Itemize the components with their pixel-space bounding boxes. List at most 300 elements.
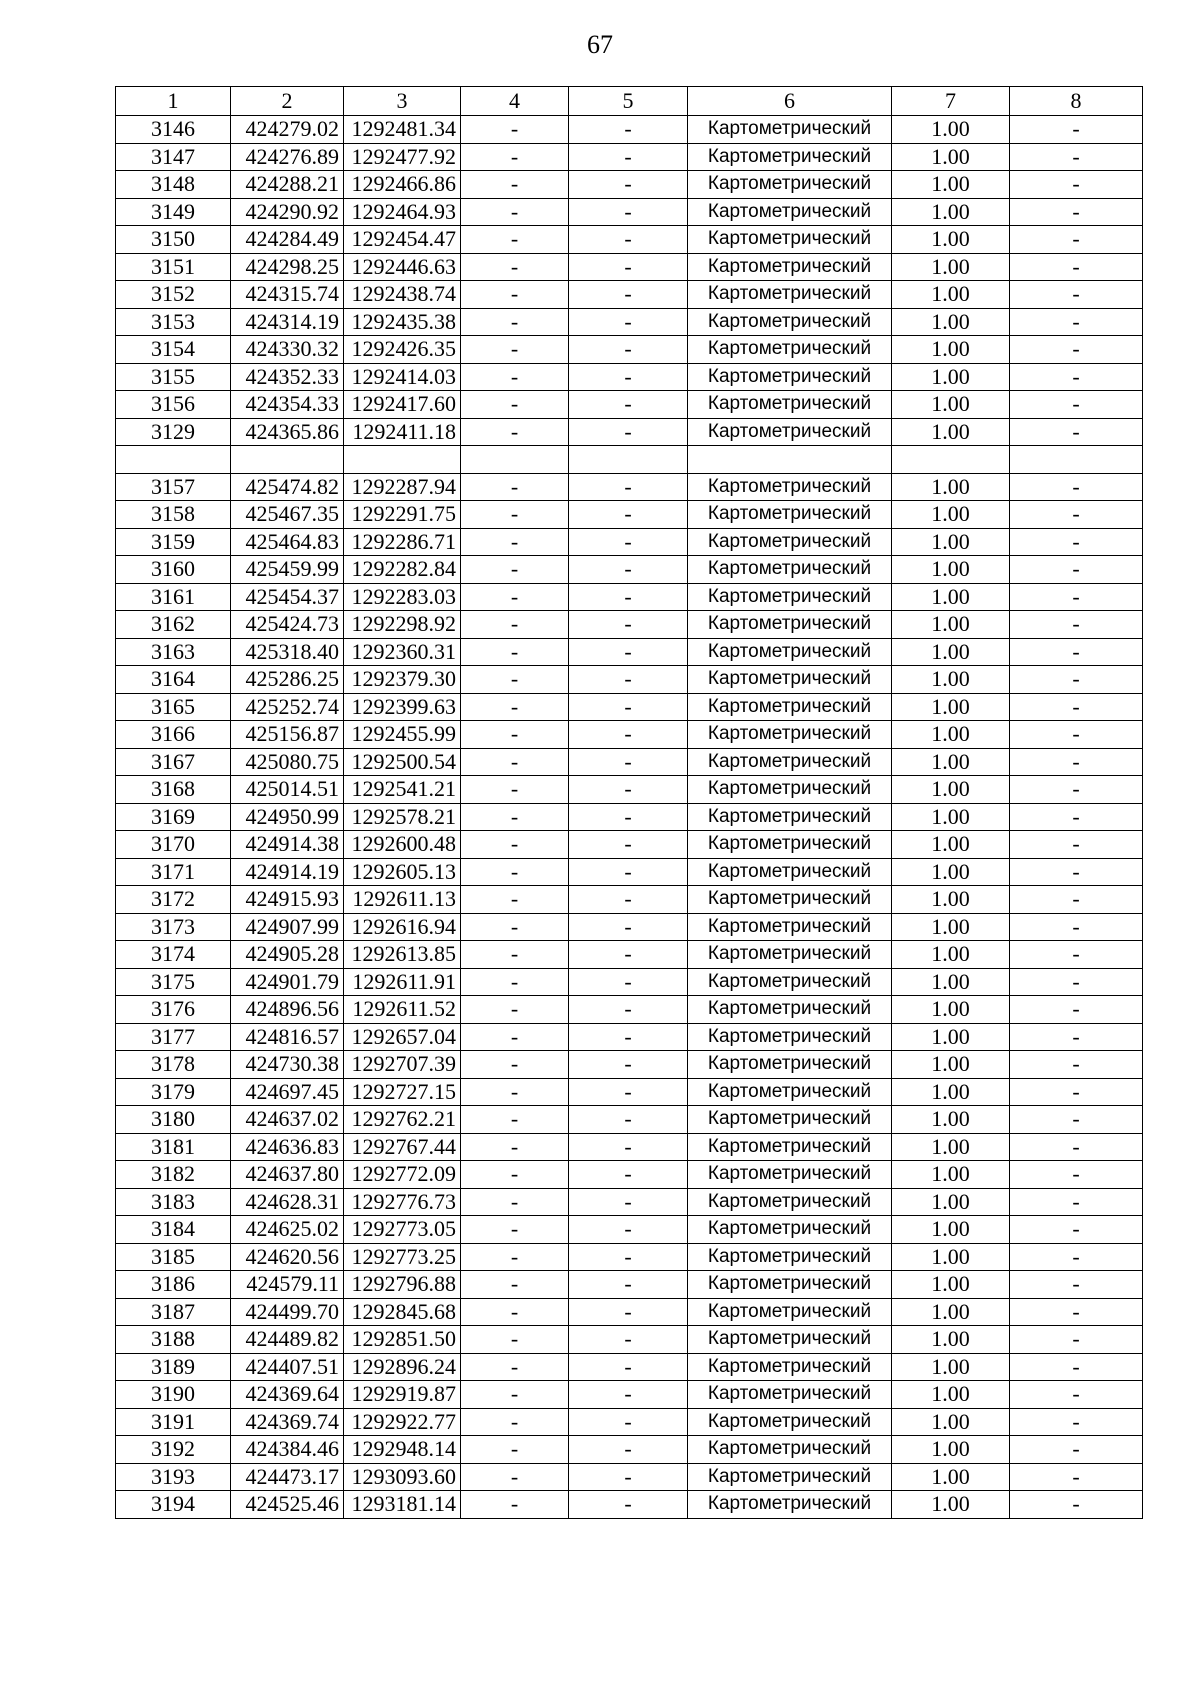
col4-cell: - — [461, 1216, 569, 1244]
x-coordinate-cell: 424276.89 — [231, 143, 344, 171]
x-coordinate-cell: 424905.28 — [231, 941, 344, 969]
col8-cell: - — [1010, 391, 1143, 419]
method-cell: Картометрический — [688, 666, 892, 694]
col5-cell: - — [569, 831, 688, 859]
col5-cell: - — [569, 198, 688, 226]
method-cell: Картометрический — [688, 226, 892, 254]
col5-cell: - — [569, 391, 688, 419]
y-coordinate-cell: 1292464.93 — [344, 198, 461, 226]
x-coordinate-cell: 424369.74 — [231, 1408, 344, 1436]
x-coordinate-cell: 424407.51 — [231, 1353, 344, 1381]
x-coordinate-cell: 424636.83 — [231, 1133, 344, 1161]
col5-cell: - — [569, 1271, 688, 1299]
x-coordinate-cell: 424284.49 — [231, 226, 344, 254]
y-coordinate-cell: 1292600.48 — [344, 831, 461, 859]
col8-cell — [1010, 446, 1143, 474]
method-cell: Картометрический — [688, 1271, 892, 1299]
col5-cell: - — [569, 1161, 688, 1189]
point-number-cell: 3165 — [116, 693, 231, 721]
accuracy-cell: 1.00 — [892, 721, 1010, 749]
accuracy-cell: 1.00 — [892, 941, 1010, 969]
col5-cell: - — [569, 1436, 688, 1464]
table-row — [116, 391, 1143, 419]
table-row — [116, 253, 1143, 281]
col8-cell: - — [1010, 281, 1143, 309]
y-coordinate-cell: 1292767.44 — [344, 1133, 461, 1161]
point-number-cell: 3171 — [116, 858, 231, 886]
col5-cell: - — [569, 501, 688, 529]
accuracy-cell: 1.00 — [892, 556, 1010, 584]
x-coordinate-cell: 424914.19 — [231, 858, 344, 886]
table-row — [116, 1463, 1143, 1491]
point-number-cell: 3151 — [116, 253, 231, 281]
method-cell: Картометрический — [688, 253, 892, 281]
method-cell: Картометрический — [688, 886, 892, 914]
accuracy-cell: 1.00 — [892, 1408, 1010, 1436]
accuracy-cell: 1.00 — [892, 336, 1010, 364]
y-coordinate-cell: 1292291.75 — [344, 501, 461, 529]
accuracy-cell: 1.00 — [892, 1188, 1010, 1216]
x-coordinate-cell: 424896.56 — [231, 996, 344, 1024]
table-row — [116, 803, 1143, 831]
col8-cell: - — [1010, 583, 1143, 611]
point-number-cell: 3192 — [116, 1436, 231, 1464]
x-coordinate-cell: 425459.99 — [231, 556, 344, 584]
col5-cell: - — [569, 611, 688, 639]
method-cell: Картометрический — [688, 308, 892, 336]
method-cell: Картометрический — [688, 831, 892, 859]
accuracy-cell: 1.00 — [892, 116, 1010, 144]
method-cell: Картометрический — [688, 913, 892, 941]
col4-cell: - — [461, 116, 569, 144]
col4-cell: - — [461, 281, 569, 309]
method-cell: Картометрический — [688, 501, 892, 529]
accuracy-cell: 1.00 — [892, 281, 1010, 309]
accuracy-cell: 1.00 — [892, 858, 1010, 886]
point-number-cell: 3194 — [116, 1491, 231, 1519]
col5-cell: - — [569, 1298, 688, 1326]
table-row — [116, 336, 1143, 364]
y-coordinate-cell: 1292446.63 — [344, 253, 461, 281]
column-header: 1 — [116, 87, 231, 116]
table-row — [116, 198, 1143, 226]
point-number-cell: 3160 — [116, 556, 231, 584]
table-row — [116, 1078, 1143, 1106]
col8-cell: - — [1010, 693, 1143, 721]
col8-cell: - — [1010, 1133, 1143, 1161]
accuracy-cell: 1.00 — [892, 913, 1010, 941]
col8-cell: - — [1010, 858, 1143, 886]
y-coordinate-cell: 1292613.85 — [344, 941, 461, 969]
col5-cell: - — [569, 886, 688, 914]
method-cell: Картометрический — [688, 638, 892, 666]
x-coordinate-cell: 424288.21 — [231, 171, 344, 199]
method-cell: Картометрический — [688, 1381, 892, 1409]
y-coordinate-cell: 1292796.88 — [344, 1271, 461, 1299]
col4-cell: - — [461, 886, 569, 914]
col4-cell: - — [461, 143, 569, 171]
method-cell: Картометрический — [688, 116, 892, 144]
accuracy-cell: 1.00 — [892, 1271, 1010, 1299]
coordinates-table — [115, 86, 1143, 1519]
col8-cell: - — [1010, 1491, 1143, 1519]
x-coordinate-cell: 424914.38 — [231, 831, 344, 859]
col5-cell: - — [569, 1133, 688, 1161]
col5-cell: - — [569, 1408, 688, 1436]
col8-cell: - — [1010, 996, 1143, 1024]
y-coordinate-cell: 1292896.24 — [344, 1353, 461, 1381]
table-row — [116, 693, 1143, 721]
col5-cell: - — [569, 1243, 688, 1271]
table-row — [116, 308, 1143, 336]
col4-cell: - — [461, 583, 569, 611]
col4-cell: - — [461, 721, 569, 749]
accuracy-cell: 1.00 — [892, 418, 1010, 446]
header-row — [116, 87, 1143, 116]
table-row — [116, 1106, 1143, 1134]
table-row — [116, 116, 1143, 144]
table-row — [116, 1353, 1143, 1381]
col8-cell: - — [1010, 473, 1143, 501]
method-cell: Картометрический — [688, 556, 892, 584]
y-coordinate-cell: 1292417.60 — [344, 391, 461, 419]
table-row — [116, 583, 1143, 611]
point-number-cell: 3189 — [116, 1353, 231, 1381]
accuracy-cell: 1.00 — [892, 528, 1010, 556]
accuracy-cell: 1.00 — [892, 253, 1010, 281]
point-number-cell: 3166 — [116, 721, 231, 749]
x-coordinate-cell: 425464.83 — [231, 528, 344, 556]
accuracy-cell: 1.00 — [892, 1436, 1010, 1464]
y-coordinate-cell: 1292922.77 — [344, 1408, 461, 1436]
col4-cell: - — [461, 1078, 569, 1106]
col4-cell: - — [461, 1436, 569, 1464]
accuracy-cell: 1.00 — [892, 473, 1010, 501]
col4-cell: - — [461, 941, 569, 969]
accuracy-cell: 1.00 — [892, 1243, 1010, 1271]
x-coordinate-cell: 424489.82 — [231, 1326, 344, 1354]
col4-cell: - — [461, 1298, 569, 1326]
point-number-cell: 3174 — [116, 941, 231, 969]
col5-cell: - — [569, 1463, 688, 1491]
col5-cell: - — [569, 913, 688, 941]
col4-cell: - — [461, 473, 569, 501]
accuracy-cell: 1.00 — [892, 198, 1010, 226]
col5-cell: - — [569, 1106, 688, 1134]
accuracy-cell: 1.00 — [892, 1133, 1010, 1161]
col4-cell: - — [461, 253, 569, 281]
col8-cell: - — [1010, 556, 1143, 584]
y-coordinate-cell: 1292454.47 — [344, 226, 461, 254]
col8-cell: - — [1010, 1353, 1143, 1381]
col4-cell: - — [461, 1463, 569, 1491]
y-coordinate-cell: 1292773.05 — [344, 1216, 461, 1244]
col4-cell: - — [461, 501, 569, 529]
col8-cell: - — [1010, 1326, 1143, 1354]
accuracy-cell: 1.00 — [892, 831, 1010, 859]
y-coordinate-cell: 1292481.34 — [344, 116, 461, 144]
col4-cell: - — [461, 1023, 569, 1051]
table-row — [116, 831, 1143, 859]
y-coordinate-cell: 1292500.54 — [344, 748, 461, 776]
col8-cell: - — [1010, 308, 1143, 336]
y-coordinate-cell: 1292438.74 — [344, 281, 461, 309]
col5-cell: - — [569, 666, 688, 694]
accuracy-cell: 1.00 — [892, 308, 1010, 336]
col4-cell: - — [461, 776, 569, 804]
point-number-cell: 3147 — [116, 143, 231, 171]
point-number-cell: 3152 — [116, 281, 231, 309]
accuracy-cell: 1.00 — [892, 1463, 1010, 1491]
table-body — [116, 87, 1143, 1519]
col5-cell: - — [569, 968, 688, 996]
table-row — [116, 1023, 1143, 1051]
point-number-cell: 3179 — [116, 1078, 231, 1106]
col8-cell: - — [1010, 1216, 1143, 1244]
method-cell: Картометрический — [688, 693, 892, 721]
point-number-cell: 3170 — [116, 831, 231, 859]
point-number-cell: 3157 — [116, 473, 231, 501]
col4-cell: - — [461, 1106, 569, 1134]
point-number-cell: 3156 — [116, 391, 231, 419]
point-number-cell: 3168 — [116, 776, 231, 804]
x-coordinate-cell: 425424.73 — [231, 611, 344, 639]
col5-cell: - — [569, 418, 688, 446]
point-number-cell: 3169 — [116, 803, 231, 831]
y-coordinate-cell: 1292286.71 — [344, 528, 461, 556]
accuracy-cell: 1.00 — [892, 666, 1010, 694]
col4-cell: - — [461, 198, 569, 226]
method-cell: Картометрический — [688, 171, 892, 199]
table-row — [116, 1243, 1143, 1271]
col4-cell: - — [461, 1133, 569, 1161]
method-cell: Картометрический — [688, 803, 892, 831]
col5-cell: - — [569, 748, 688, 776]
table-row — [116, 1491, 1143, 1519]
point-number-cell: 3177 — [116, 1023, 231, 1051]
accuracy-cell: 1.00 — [892, 1326, 1010, 1354]
x-coordinate-cell: 424290.92 — [231, 198, 344, 226]
col8-cell: - — [1010, 1298, 1143, 1326]
col8-cell: - — [1010, 528, 1143, 556]
method-cell: Картометрический — [688, 1188, 892, 1216]
col5-cell: - — [569, 583, 688, 611]
method-cell: Картометрический — [688, 1463, 892, 1491]
method-cell: Картометрический — [688, 1023, 892, 1051]
method-cell: Картометрический — [688, 583, 892, 611]
x-coordinate-cell: 424637.80 — [231, 1161, 344, 1189]
method-cell: Картометрический — [688, 941, 892, 969]
x-coordinate-cell: 424473.17 — [231, 1463, 344, 1491]
col4-cell: - — [461, 748, 569, 776]
col5-cell: - — [569, 1078, 688, 1106]
point-number-cell: 3172 — [116, 886, 231, 914]
accuracy-cell: 1.00 — [892, 363, 1010, 391]
x-coordinate-cell: 424314.19 — [231, 308, 344, 336]
x-coordinate-cell: 424354.33 — [231, 391, 344, 419]
point-number-cell: 3191 — [116, 1408, 231, 1436]
col5-cell: - — [569, 1353, 688, 1381]
method-cell: Картометрический — [688, 968, 892, 996]
point-number-cell: 3180 — [116, 1106, 231, 1134]
table-row — [116, 638, 1143, 666]
method-cell: Картометрический — [688, 363, 892, 391]
y-coordinate-cell: 1292611.52 — [344, 996, 461, 1024]
point-number-cell: 3162 — [116, 611, 231, 639]
table-row — [116, 913, 1143, 941]
x-coordinate-cell: 424620.56 — [231, 1243, 344, 1271]
y-coordinate-cell: 1292477.92 — [344, 143, 461, 171]
point-number-cell: 3190 — [116, 1381, 231, 1409]
x-coordinate-cell: 424369.64 — [231, 1381, 344, 1409]
col5-cell: - — [569, 1051, 688, 1079]
y-coordinate-cell: 1292455.99 — [344, 721, 461, 749]
col4-cell: - — [461, 638, 569, 666]
method-cell: Картометрический — [688, 1216, 892, 1244]
method-cell: Картометрический — [688, 1298, 892, 1326]
point-number-cell: 3159 — [116, 528, 231, 556]
x-coordinate-cell: 424816.57 — [231, 1023, 344, 1051]
method-cell: Картометрический — [688, 776, 892, 804]
point-number-cell: 3158 — [116, 501, 231, 529]
col4-cell: - — [461, 693, 569, 721]
accuracy-cell: 1.00 — [892, 693, 1010, 721]
x-coordinate-cell: 424628.31 — [231, 1188, 344, 1216]
column-header: 6 — [688, 87, 892, 116]
point-number-cell: 3149 — [116, 198, 231, 226]
col4-cell: - — [461, 171, 569, 199]
point-number-cell: 3154 — [116, 336, 231, 364]
col8-cell: - — [1010, 226, 1143, 254]
col4-cell: - — [461, 1051, 569, 1079]
table-row — [116, 363, 1143, 391]
col8-cell: - — [1010, 803, 1143, 831]
y-coordinate-cell: 1292948.14 — [344, 1436, 461, 1464]
col5-cell: - — [569, 776, 688, 804]
col8-cell: - — [1010, 776, 1143, 804]
col8-cell: - — [1010, 1436, 1143, 1464]
method-cell: Картометрический — [688, 611, 892, 639]
col5-cell: - — [569, 281, 688, 309]
point-number-cell: 3193 — [116, 1463, 231, 1491]
y-coordinate-cell: 1292851.50 — [344, 1326, 461, 1354]
point-number-cell: 3182 — [116, 1161, 231, 1189]
y-coordinate-cell: 1292298.92 — [344, 611, 461, 639]
col8-cell: - — [1010, 1051, 1143, 1079]
accuracy-cell: 1.00 — [892, 996, 1010, 1024]
col4-cell: - — [461, 803, 569, 831]
accuracy-cell — [892, 446, 1010, 474]
point-number-cell: 3163 — [116, 638, 231, 666]
table-row — [116, 1298, 1143, 1326]
point-number-cell: 3176 — [116, 996, 231, 1024]
table-row — [116, 941, 1143, 969]
y-coordinate-cell — [344, 446, 461, 474]
x-coordinate-cell: 425252.74 — [231, 693, 344, 721]
accuracy-cell: 1.00 — [892, 1051, 1010, 1079]
col8-cell: - — [1010, 171, 1143, 199]
col8-cell: - — [1010, 1106, 1143, 1134]
y-coordinate-cell: 1292919.87 — [344, 1381, 461, 1409]
col5-cell: - — [569, 363, 688, 391]
method-cell: Картометрический — [688, 1491, 892, 1519]
col8-cell: - — [1010, 1271, 1143, 1299]
table-row — [116, 226, 1143, 254]
y-coordinate-cell: 1292399.63 — [344, 693, 461, 721]
method-cell: Картометрический — [688, 418, 892, 446]
col5-cell: - — [569, 1216, 688, 1244]
col8-cell: - — [1010, 968, 1143, 996]
col5-cell: - — [569, 858, 688, 886]
col5-cell: - — [569, 1326, 688, 1354]
col8-cell: - — [1010, 253, 1143, 281]
accuracy-cell: 1.00 — [892, 803, 1010, 831]
col5-cell: - — [569, 528, 688, 556]
col8-cell: - — [1010, 363, 1143, 391]
x-coordinate-cell: 425286.25 — [231, 666, 344, 694]
method-cell: Картометрический — [688, 1353, 892, 1381]
col5-cell: - — [569, 693, 688, 721]
col4-cell: - — [461, 666, 569, 694]
col8-cell: - — [1010, 721, 1143, 749]
col5-cell: - — [569, 336, 688, 364]
col4-cell: - — [461, 968, 569, 996]
x-coordinate-cell: 424525.46 — [231, 1491, 344, 1519]
col4-cell: - — [461, 1271, 569, 1299]
table-row — [116, 1436, 1143, 1464]
table-row — [116, 1133, 1143, 1161]
y-coordinate-cell: 1292616.94 — [344, 913, 461, 941]
col5-cell: - — [569, 171, 688, 199]
table-row — [116, 171, 1143, 199]
point-number-cell: 3186 — [116, 1271, 231, 1299]
y-coordinate-cell: 1292282.84 — [344, 556, 461, 584]
accuracy-cell: 1.00 — [892, 1491, 1010, 1519]
col5-cell: - — [569, 721, 688, 749]
col4-cell: - — [461, 858, 569, 886]
table-row — [116, 1326, 1143, 1354]
point-number-cell — [116, 446, 231, 474]
x-coordinate-cell: 425474.82 — [231, 473, 344, 501]
point-number-cell: 3150 — [116, 226, 231, 254]
accuracy-cell: 1.00 — [892, 226, 1010, 254]
col5-cell: - — [569, 226, 688, 254]
col8-cell: - — [1010, 611, 1143, 639]
x-coordinate-cell: 424637.02 — [231, 1106, 344, 1134]
method-cell: Картометрический — [688, 1436, 892, 1464]
table-row — [116, 501, 1143, 529]
x-coordinate-cell: 424915.93 — [231, 886, 344, 914]
y-coordinate-cell: 1293181.14 — [344, 1491, 461, 1519]
method-cell: Картометрический — [688, 748, 892, 776]
point-number-cell: 3146 — [116, 116, 231, 144]
table-row — [116, 611, 1143, 639]
table-row — [116, 968, 1143, 996]
y-coordinate-cell: 1293093.60 — [344, 1463, 461, 1491]
point-number-cell: 3178 — [116, 1051, 231, 1079]
point-number-cell: 3129 — [116, 418, 231, 446]
point-number-cell: 3153 — [116, 308, 231, 336]
col8-cell: - — [1010, 638, 1143, 666]
point-number-cell: 3148 — [116, 171, 231, 199]
table-row — [116, 1188, 1143, 1216]
table-row — [116, 418, 1143, 446]
col8-cell: - — [1010, 666, 1143, 694]
x-coordinate-cell: 424279.02 — [231, 116, 344, 144]
x-coordinate-cell: 424298.25 — [231, 253, 344, 281]
accuracy-cell: 1.00 — [892, 638, 1010, 666]
col5-cell: - — [569, 996, 688, 1024]
